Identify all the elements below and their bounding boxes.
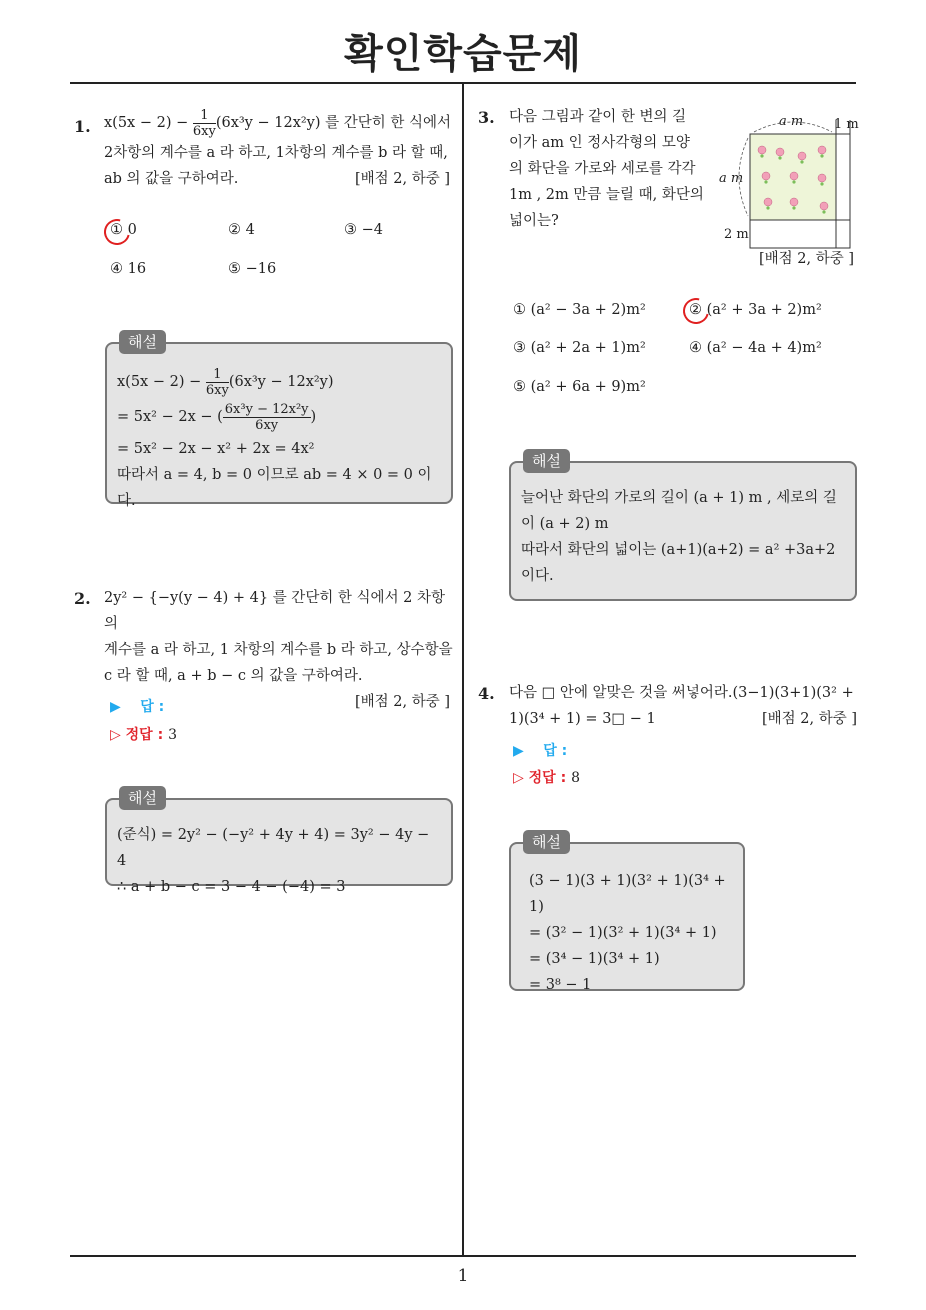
answer-label: 답 : xyxy=(543,743,568,759)
q1-sol-l2a: = 5x² − 2x − ( xyxy=(117,409,223,425)
play-arrow-icon: ▶ xyxy=(513,743,524,759)
explain-tag: 해설 xyxy=(119,330,166,354)
explain-tag: 해설 xyxy=(119,786,166,810)
q2-solution-box xyxy=(105,789,453,895)
q4-text xyxy=(509,680,859,732)
q1-sol-line3: = 5x² − 2x − x² + 2x = 4x² xyxy=(117,441,315,457)
q3-choice-3[interactable]: ③ (a² + 2a + 1)m² xyxy=(513,340,646,356)
q1-line1b: (6x³y − 12x²y) 를 간단히 한 식에서 xyxy=(215,115,452,131)
answer-label: 답 : xyxy=(140,699,165,715)
q3-sol-line1: 늘어난 화단의 가로의 길이 (a + 1) m , 세로의 길 xyxy=(521,490,837,506)
q2-line3: c 라 할 때, a + b − c 의 값을 구하여라. xyxy=(104,668,363,684)
outline-arrow-icon: ▷ xyxy=(110,727,121,743)
q1-sol-l1b: (6x³y − 12x²y) xyxy=(228,374,334,390)
q1-sol-l2-num: 6x³y − 12x²y xyxy=(224,401,309,417)
correct-label: 정답 : xyxy=(125,727,164,743)
q3-choice-2[interactable]: ② (a² + 3a + 2)m² xyxy=(689,302,822,318)
q3-line5: 넓이는? xyxy=(509,213,559,229)
q1-sol-line2 xyxy=(117,398,441,436)
q3-sol-line4: 이다. xyxy=(521,568,554,584)
q1-choice-3[interactable]: ③ −4 xyxy=(344,222,383,238)
q1-solution-box xyxy=(105,333,453,509)
q1-sol-l2b: ) xyxy=(310,409,317,425)
q3-solution-box xyxy=(509,452,857,601)
q4-sol-line3: = (3⁴ − 1)(3⁴ + 1) xyxy=(529,951,660,967)
q2-sol-line2: ∴ a + b − c = 3 − 4 − (−4) = 3 xyxy=(117,879,346,895)
q1-sol-frac-den: 6xy xyxy=(205,382,229,398)
q1-line3: ab 의 값을 구하여라. xyxy=(104,171,239,187)
q3-meta: [배점 2, 하중 ] xyxy=(758,251,854,267)
explain-tag: 해설 xyxy=(523,449,570,473)
page-number: 1 xyxy=(457,1266,469,1286)
q1-sol-fraction xyxy=(206,367,229,398)
q3-choice-1[interactable]: ① (a² − 3a + 2)m² xyxy=(513,302,646,318)
q2-number: 2. xyxy=(74,589,91,608)
page-title: 확인학습문제 xyxy=(344,31,582,77)
q3-line1: 다음 그림과 같이 한 변의 길 xyxy=(509,109,687,125)
q4-number: 4. xyxy=(478,684,495,703)
q4-line2: 1)(3⁴ + 1) = 3□ − 1 xyxy=(509,711,656,727)
q4-sol-line2: = (3² − 1)(3² + 1)(3⁴ + 1) xyxy=(529,925,717,941)
q1-sol-line4: 따라서 a = 4, b = 0 이므로 ab = 4 × 0 = 0 이다. xyxy=(117,467,432,509)
q4-correct-answer xyxy=(513,767,580,787)
q1-text xyxy=(104,106,456,192)
q4-line1: 다음 □ 안에 알맞은 것을 써넣어라.(3−1)(3+1)(3² + xyxy=(509,685,854,701)
fig-label-left: a m xyxy=(719,171,744,186)
play-arrow-icon: ▶ xyxy=(110,699,121,715)
q4-sol-line4: = 3⁸ − 1 xyxy=(529,977,592,993)
q1-choice-4[interactable]: ④ 16 xyxy=(110,261,147,277)
q1-choice-1[interactable]: ① 0 xyxy=(110,222,137,238)
q1-line1a: x(5x − 2) − xyxy=(104,115,193,131)
correct-label: 정답 : xyxy=(528,770,567,786)
q4-answer-blank[interactable] xyxy=(513,740,567,760)
bottom-rule xyxy=(70,1255,856,1257)
q1-choice-2[interactable]: ② 4 xyxy=(228,222,255,238)
q2-meta: [배점 2, 하중 ] xyxy=(354,694,450,710)
q4-solution-box xyxy=(509,833,745,993)
q1-line2: 2차항의 계수를 a 라 하고, 1차항의 계수를 b 라 할 때, xyxy=(104,145,448,161)
q1-sol-fraction-2 xyxy=(223,402,311,433)
q3-text xyxy=(509,104,724,234)
outline-arrow-icon: ▷ xyxy=(513,770,524,786)
q1-frac-num: 1 xyxy=(193,108,216,124)
q3-number: 3. xyxy=(478,108,495,127)
q1-sol-line1 xyxy=(117,366,441,398)
q2-answer-value: 3 xyxy=(168,727,177,743)
fig-label-right: 1 m xyxy=(834,117,859,132)
q3-sol-line3: 따라서 화단의 넓이는 (a+1)(a+2) = a² +3a+2 xyxy=(521,542,836,558)
q4-sol-line1: (3 − 1)(3 + 1)(3² + 1)(3⁴ + 1) xyxy=(529,873,726,915)
q3-choice-4[interactable]: ④ (a² − 4a + 4)m² xyxy=(689,340,822,356)
fig-label-top: a m xyxy=(779,114,804,129)
q1-sol-frac-num: 1 xyxy=(206,367,229,383)
q1-choice-5[interactable]: ⑤ −16 xyxy=(228,261,277,277)
q2-line2: 계수를 a 라 하고, 1 차항의 계수를 b 라 하고, 상수항을 xyxy=(104,642,453,658)
q1-number: 1. xyxy=(74,117,91,136)
fig-label-bottom: 2 m xyxy=(724,227,749,242)
q3-line4: 1m , 2m 만큼 늘릴 때, 화단의 xyxy=(509,187,704,203)
q3-sol-line2: 이 (a + 2) m xyxy=(521,516,609,532)
q3-line3: 의 화단을 가로와 세로를 각각 xyxy=(509,161,696,177)
q2-sol-line1: (준식) = 2y² − (−y² + 4y + 4) = 3y² − 4y − 4 xyxy=(117,827,430,869)
q4-answer-value: 8 xyxy=(571,770,580,786)
q2-line1: 2y² − {−y(y − 4) + 4} 를 간단히 한 식에서 2 차항의 xyxy=(104,590,446,632)
q3-choice-5[interactable]: ⑤ (a² + 6a + 9)m² xyxy=(513,379,646,395)
explain-tag: 해설 xyxy=(523,830,570,854)
column-divider xyxy=(462,84,464,1255)
q1-fraction xyxy=(193,108,216,139)
q1-frac-den: 6xy xyxy=(192,123,216,139)
q2-correct-answer xyxy=(110,724,177,744)
q1-sol-l1a: x(5x − 2) − xyxy=(117,374,206,390)
q1-sol-l2-den: 6xy xyxy=(255,417,279,433)
q2-answer-blank[interactable] xyxy=(110,696,164,716)
q3-line2: 이가 am 인 정사각형의 모양 xyxy=(509,135,690,151)
q1-meta: [배점 2, 하중 ] xyxy=(354,171,450,187)
q4-meta: [배점 2, 하중 ] xyxy=(761,711,857,727)
